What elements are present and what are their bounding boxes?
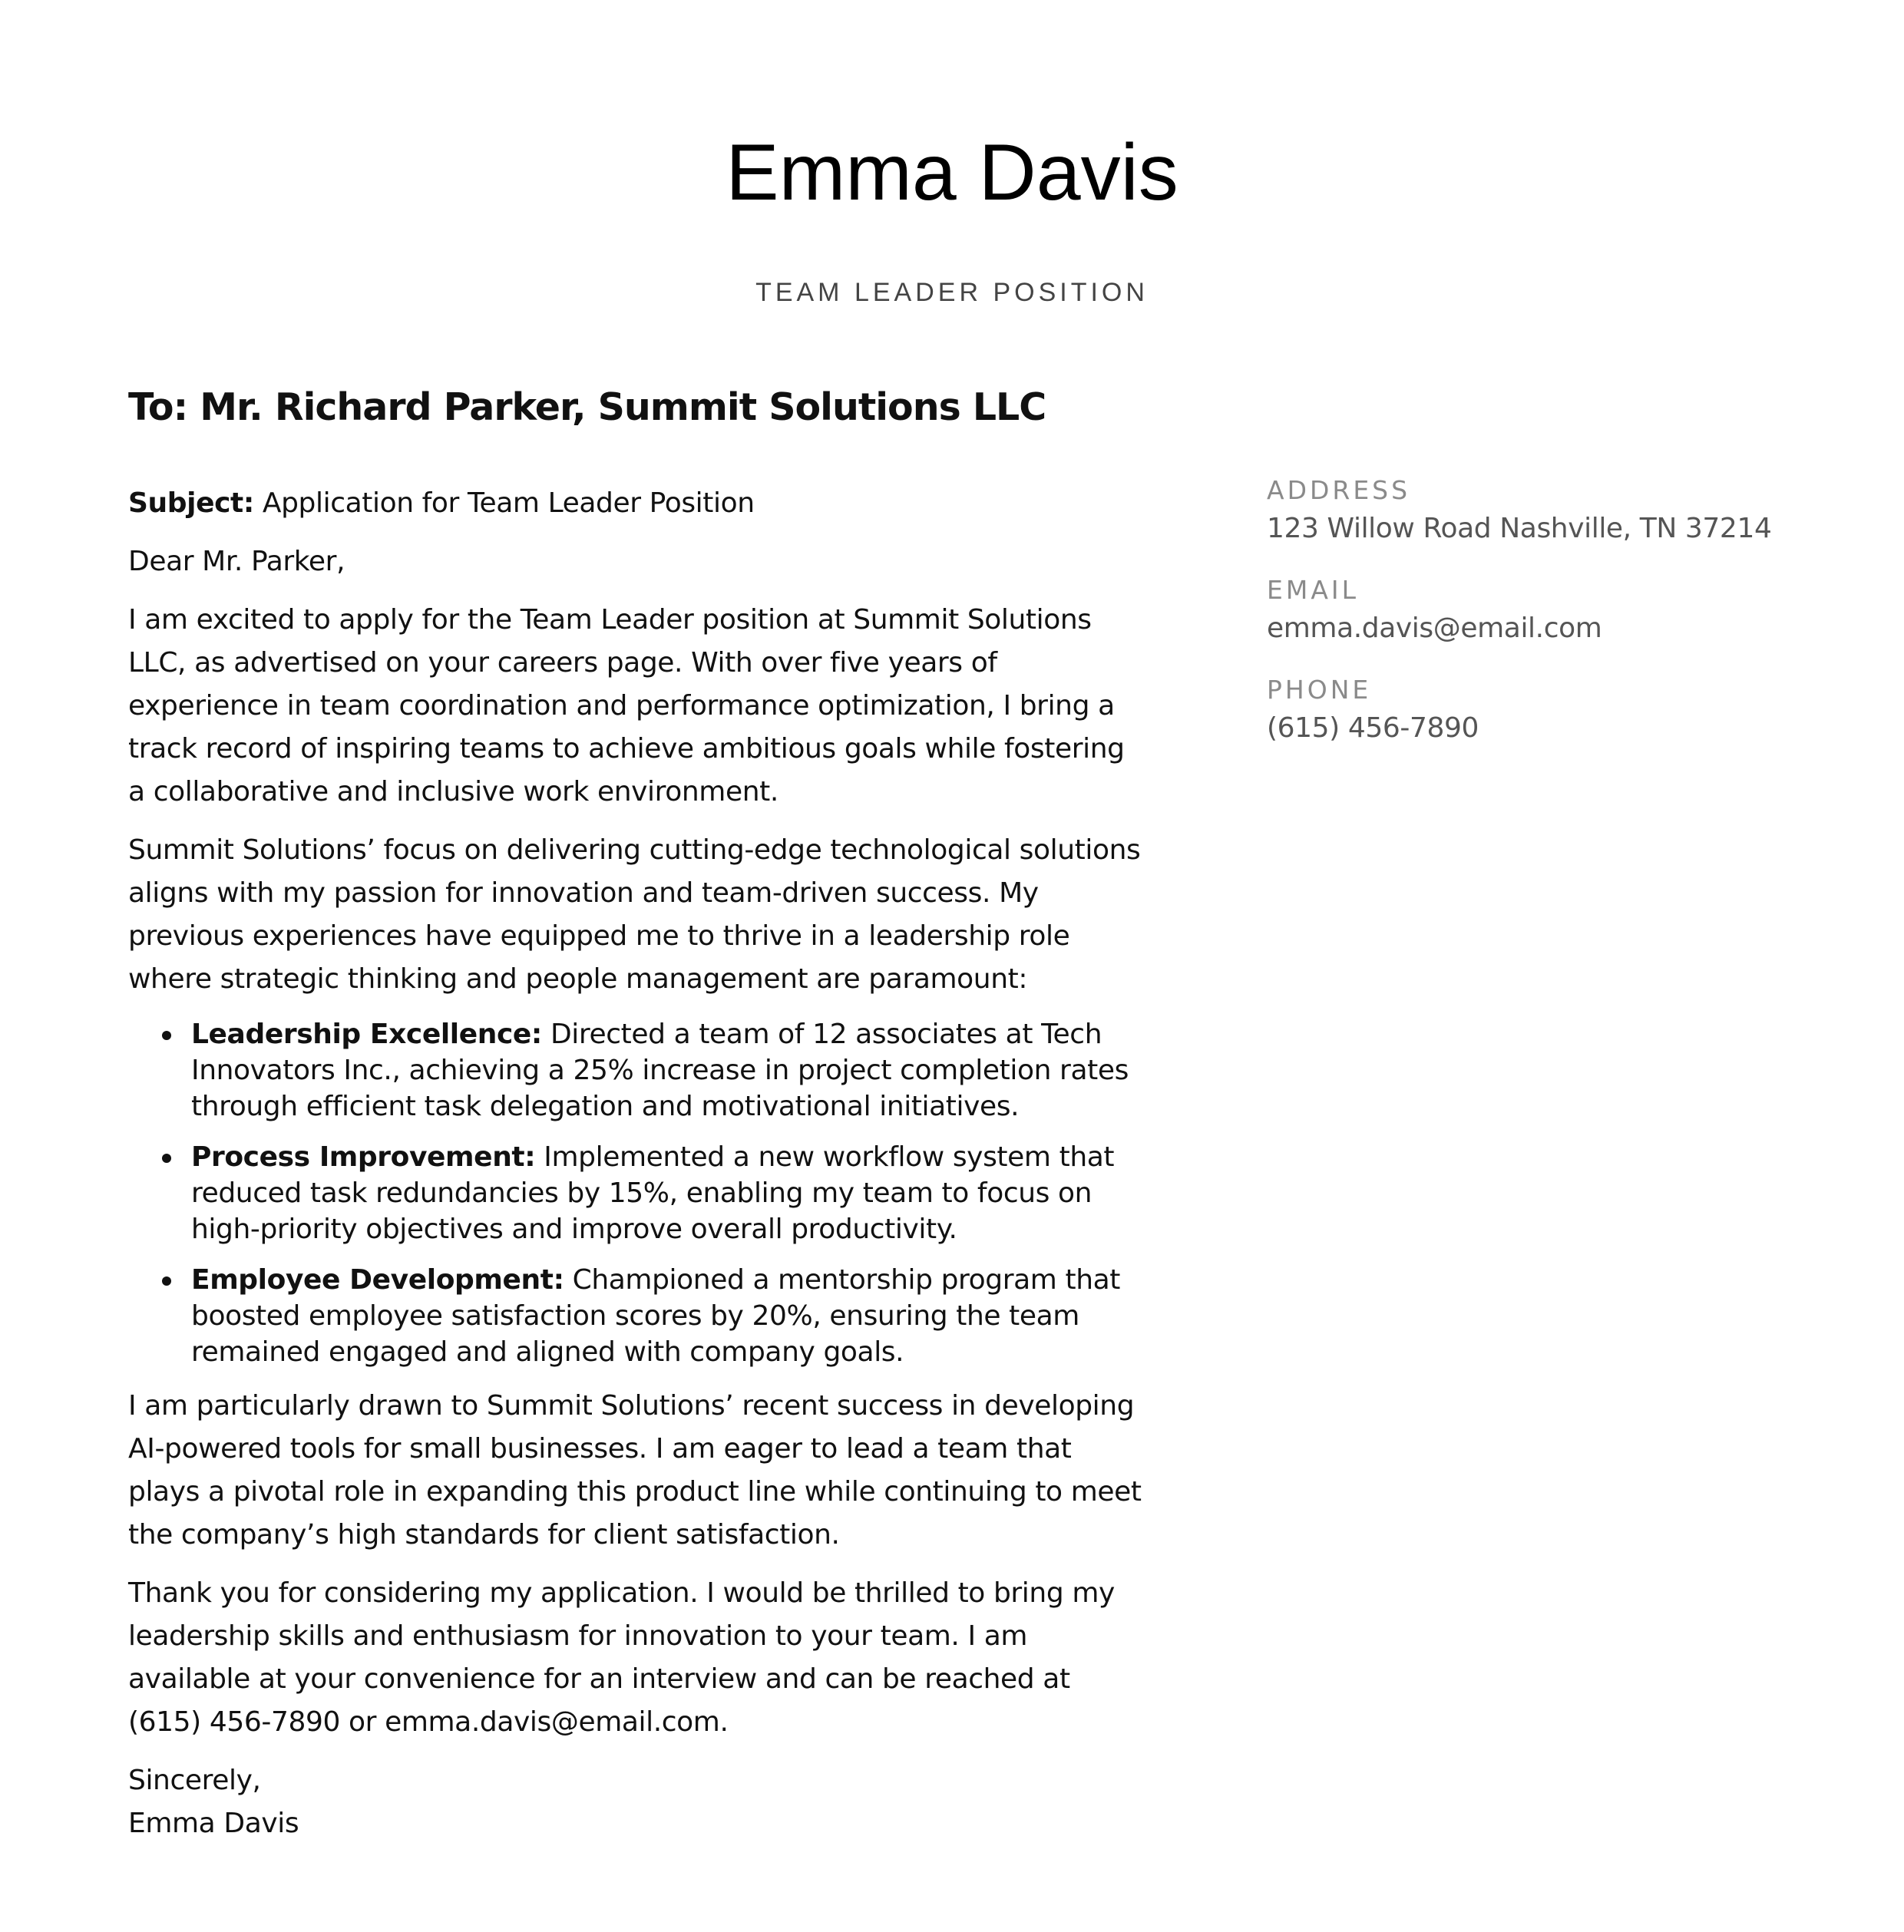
bullet-label: Leadership Excellence: — [191, 1019, 542, 1050]
bullet-label: Process Improvement: — [191, 1141, 536, 1173]
signature: Emma Davis — [128, 1808, 299, 1839]
paragraph-thanks: Thank you for considering my application. I would be thrilled to bring my leadership skills and enthusiasm for innovation to your team. I am available at your convenience for an interview and can be reached at (615) 456-7890 or emma.davis@email.com. — [128, 1577, 1115, 1738]
bullet-text: Directed a team of 12 associates at Tech Innovators Inc., achieving a 25% increase in project completion rates through efficient task delegation and motivational initiatives. — [191, 1019, 1129, 1122]
email-label: EMAIL — [1267, 575, 1360, 605]
greeting: Dear Mr. Parker, — [128, 546, 345, 577]
closing: Sincerely, — [128, 1765, 261, 1796]
recipient-line: To: Mr. Richard Parker, Summit Solutions LLC — [128, 385, 1046, 429]
bullet-label: Employee Development: — [191, 1264, 564, 1296]
applicant-name: Emma Davis — [726, 128, 1178, 217]
bullet-text: Implemented a new workflow system that reduced task redundancies by 15%, enabling my team to focus on high-priority objectives and improve overall productivity. — [191, 1141, 1115, 1245]
bullet-icon — [162, 1276, 171, 1286]
contact-sidebar — [1267, 473, 1804, 772]
subject-line — [128, 482, 1149, 525]
closing-block — [128, 1759, 1149, 1845]
bullet-icon — [162, 1031, 171, 1040]
paragraph-alignment: Summit Solutions’ focus on delivering cutting-edge technological solutions aligns with my passion for innovation and team-driven success. My previous experiences have equipped me to thrive in a leadership role where strategic thinking and people management are paramount: — [128, 834, 1141, 995]
email-value[interactable]: emma.davis@email.com — [1267, 613, 1602, 644]
bullet-text: Championed a mentorship program that boosted employee satisfaction scores by 20%, ensuring the team remained engaged and aligned with company goals. — [191, 1264, 1121, 1368]
address-label: ADDRESS — [1267, 475, 1411, 505]
list-item — [128, 1139, 1149, 1247]
phone-value[interactable]: (615) 456-7890 — [1267, 712, 1479, 744]
list-item — [128, 1016, 1149, 1125]
paragraph-intro: I am excited to apply for the Team Leader position at Summit Solutions LLC, as advertised on your careers page. With over five years of experience in team coordination and performance optimization, I bring a track record of inspiring teams to achieve ambitious goals while fostering a collaborative and inclusive work environment. — [128, 604, 1125, 807]
position-title: TEAM LEADER POSITION — [755, 278, 1149, 307]
phone-label: PHONE — [1267, 675, 1372, 705]
address-value: 123 Willow Road Nashville, TN 37214 — [1267, 513, 1772, 544]
subject-label: Subject: — [128, 487, 254, 519]
subject-text: Application for Team Leader Position — [253, 487, 755, 519]
achievements-list — [128, 1016, 1149, 1370]
letter-body — [128, 482, 1149, 1845]
paragraph-motivation: I am particularly drawn to Summit Solutions’ recent success in developing AI-powered tools for small businesses. I am eager to lead a team that plays a pivotal role in expanding this product line while continuing to meet the company’s high standards for client satisfaction. — [128, 1390, 1142, 1551]
list-item — [128, 1262, 1149, 1370]
bullet-icon — [162, 1154, 171, 1163]
